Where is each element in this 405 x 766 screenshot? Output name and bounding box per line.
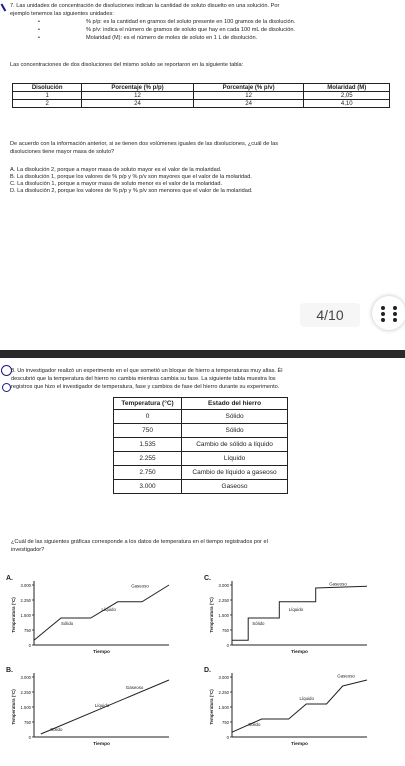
dot-icon	[393, 312, 397, 316]
dot-icon	[381, 318, 385, 322]
table-cell: 24	[82, 100, 193, 108]
q7-table-header: Porcentaje (% p/p)	[82, 84, 193, 92]
y-tick-label: 3.000	[20, 675, 31, 680]
graph-letter: D.	[204, 667, 211, 674]
q7-bullet-dot-3: •	[38, 35, 40, 41]
q7-table-header-row	[13, 84, 390, 92]
q7-bullet-3: Molaridad (M): es el número de moles de soluto en 1 L de disolución.	[86, 35, 258, 41]
q8-question: ¿Cuál de las siguientes gráficas corresponde a los datos de temperatura en el tiempo registrados por el	[11, 539, 268, 545]
dot-icon	[381, 306, 385, 310]
y-axis-label: Temperatura (°C)	[209, 689, 214, 725]
q7-option-a[interactable]: A. La disolución 2, porque a mayor masa de soluto mayor es el valor de la molaridad.	[10, 167, 222, 173]
q7-option-d[interactable]: D. La disolución 2, porque los valores de % p/p y % p/v son menores que el valor de la molaridad.	[10, 188, 253, 194]
y-tick-label: 0	[28, 735, 31, 740]
y-axis-label: Temperatura (°C)	[11, 689, 16, 725]
q8-intro-3: registros que hizo el investigador de temperatura, fase y cambios de fase del hierro durante su experimento.	[11, 384, 280, 390]
y-tick-label: 2.250	[20, 690, 31, 695]
y-tick-label: 1.500	[218, 705, 229, 710]
q7-bullet-2: % p/v: indica el número de gramos de soluto que hay en cada 100 mL de disolución.	[86, 27, 296, 33]
y-tick-label: 750	[222, 720, 229, 725]
question-8-marker-2	[2, 383, 11, 392]
table-cell: 1	[13, 92, 82, 100]
question-8-page	[0, 358, 405, 766]
y-tick-label: 3.000	[20, 583, 31, 588]
table-cell: 12	[82, 92, 193, 100]
table-cell: Gaseoso	[182, 480, 288, 494]
graph-line	[232, 586, 367, 640]
table-cell: 3.000	[114, 480, 182, 494]
phase-label: Líquido	[299, 695, 314, 701]
y-tick-label: 750	[24, 720, 31, 725]
phase-label: Gaseoso	[125, 685, 144, 690]
y-tick-label: 1.500	[20, 613, 31, 618]
table-cell: 12	[193, 92, 304, 100]
q8-question-2: investigador?	[11, 547, 45, 553]
y-tick-label: 0	[28, 643, 31, 648]
dot-icon	[393, 318, 397, 322]
table-cell: 2	[13, 100, 82, 108]
x-axis-label: Tiempo	[93, 650, 110, 655]
y-tick-label: 0	[226, 643, 229, 648]
q7-intro-2: ejemplo tenemos las siguientes unidades:	[10, 11, 114, 17]
q7-table-header: Disolución	[13, 84, 82, 92]
table-cell: Cambio de líquido a gaseoso	[182, 466, 288, 480]
table-cell: 2,05	[304, 92, 390, 100]
phase-label: Gaseoso	[337, 673, 355, 679]
table-cell: 24	[193, 100, 304, 108]
q7-bullet-1: % p/p: es la cantidad en gramos del soluto presente en 100 gramos de la disolución.	[86, 19, 296, 25]
q7-option-c[interactable]: C. La disolución 1, porque a mayor masa de soluto menor es el valor de la molaridad.	[10, 181, 223, 187]
table-row	[114, 438, 288, 452]
table-cell: 2.750	[114, 466, 182, 480]
q7-bullet-dot-1: •	[38, 19, 40, 25]
y-tick-label: 1.500	[218, 613, 229, 618]
table-cell: Líquido	[182, 452, 288, 466]
graph-line	[34, 585, 169, 640]
table-cell: 1.535	[114, 438, 182, 452]
phase-label: Sólido	[61, 621, 74, 627]
table-cell: 0	[114, 410, 182, 424]
table-cell: Cambio de sólido a líquido	[182, 438, 288, 452]
phase-label: Sólido	[50, 727, 63, 732]
y-axis-label: Temperatura (°C)	[11, 597, 16, 633]
table-cell: Sólido	[182, 424, 288, 438]
x-axis-label: Tiempo	[291, 742, 308, 747]
y-tick-label: 0	[226, 735, 229, 740]
q8-table	[113, 397, 288, 494]
y-tick-label: 3.000	[218, 583, 229, 588]
q7-question-2: disoluciones tiene mayor masa de soluto?	[10, 149, 115, 155]
q8-intro: 8. Un investigador realizó un experimento en el que sometió un bloque de hierro a temperaturas muy altas. Él	[11, 368, 283, 374]
x-axis-label: Tiempo	[93, 742, 110, 747]
table-row	[114, 466, 288, 480]
more-options-button[interactable]	[372, 296, 405, 330]
q8-options-graphs	[0, 573, 405, 758]
q7-question: De acuerdo con la información anterior, si se tienen dos volúmenes iguales de las disoluciones, ¿cuál de las	[10, 141, 279, 147]
phase-label: Líquido	[288, 606, 304, 612]
table-row	[114, 480, 288, 494]
graph-letter: A.	[6, 575, 13, 582]
q7-option-b[interactable]: B. La disolución 1, porque los valores de % p/p y % p/v son mayores que el valor de la molaridad.	[10, 174, 252, 180]
table-cell: Sólido	[182, 410, 288, 424]
y-tick-label: 2.250	[218, 598, 229, 603]
y-tick-label: 750	[24, 628, 31, 633]
graph-letter: B.	[6, 667, 13, 674]
phase-label: Líquido	[101, 606, 116, 612]
phase-label: Gaseoso	[329, 581, 347, 587]
graph-letter: C.	[204, 575, 211, 582]
q7-table-header: Molaridad (M)	[304, 84, 390, 92]
phase-label: Líquido	[94, 703, 110, 708]
table-row	[114, 452, 288, 466]
q7-table-header: Porcentaje (% p/v)	[193, 84, 304, 92]
y-tick-label: 1.500	[20, 705, 31, 710]
table-cell: 4,10	[304, 100, 390, 108]
phase-label: Sólido	[248, 722, 261, 728]
q8-table-header: Temperatura (°C)	[114, 398, 182, 410]
page-separator	[0, 350, 405, 358]
y-axis-label: Temperatura (°C)	[209, 597, 214, 633]
question-7-page	[0, 0, 405, 350]
table-cell: 2.255	[114, 452, 182, 466]
phase-label: Sólido	[252, 621, 265, 627]
dot-icon	[393, 306, 397, 310]
table-row	[13, 100, 390, 108]
y-tick-label: 2.250	[20, 598, 31, 603]
q7-bullet-dot-2: •	[38, 27, 40, 33]
q8-table-header: Estado del hierro	[182, 398, 288, 410]
dot-icon	[381, 312, 385, 316]
table-cell: 750	[114, 424, 182, 438]
table-row	[13, 92, 390, 100]
x-axis-label: Tiempo	[291, 650, 308, 655]
q7-intro: 7. Las unidades de concentración de disoluciones indican la cantidad de soluto disuelto en una solución. Por	[10, 3, 280, 9]
q7-lead: Las concentraciones de dos disoluciones del mismo soluto se reportaron en la siguiente tabla:	[10, 62, 244, 68]
q8-intro-2: descubrió que la temperatura del hierro no cambia mientras cambia su fase. La siguiente tabla muestra los	[11, 376, 276, 382]
table-row	[114, 410, 288, 424]
y-tick-label: 750	[222, 628, 229, 633]
page-indicator: 4/10	[300, 303, 360, 327]
y-tick-label: 2.250	[218, 690, 229, 695]
phase-label: Gaseoso	[131, 583, 149, 589]
y-tick-label: 3.000	[218, 675, 229, 680]
table-row	[114, 424, 288, 438]
q8-table-header-row	[114, 398, 288, 410]
q7-table	[12, 83, 390, 108]
